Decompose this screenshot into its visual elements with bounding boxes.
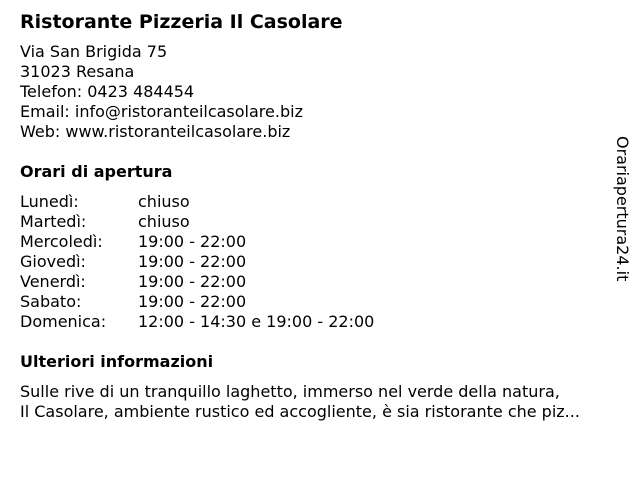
watermark-text: Orariapertura24.it: [613, 136, 632, 282]
hours-row-saturday: [20, 292, 620, 312]
hours-row-monday: [20, 192, 620, 212]
hours-row-tuesday: [20, 212, 620, 232]
hours-heading: Orari di apertura: [20, 162, 173, 181]
info-line: Il Casolare, ambiente rustico ed accogliente, è sia ristorante che piz...: [20, 402, 580, 421]
hours-day: Lunedì:: [20, 192, 79, 211]
hours-time: 19:00 - 22:00: [138, 232, 247, 251]
email-address[interactable]: Email: info@ristoranteilcasolare.biz: [20, 102, 303, 121]
hours-row-friday: [20, 272, 620, 292]
hours-time: 19:00 - 22:00: [138, 252, 247, 271]
hours-time: chiuso: [138, 192, 190, 211]
address-city: 31023 Resana: [20, 62, 135, 81]
hours-time: 12:00 - 14:30 e 19:00 - 22:00: [138, 312, 375, 331]
hours-row-sunday: [20, 312, 620, 332]
hours-day: Venerdì:: [20, 272, 86, 291]
hours-table: [20, 192, 620, 332]
hours-row-thursday: [20, 252, 620, 272]
restaurant-card: [20, 10, 620, 422]
hours-time: 19:00 - 22:00: [138, 272, 247, 291]
hours-day: Giovedì:: [20, 252, 86, 271]
hours-day: Sabato:: [20, 292, 82, 311]
hours-day: Mercoledì:: [20, 232, 103, 251]
phone-number[interactable]: Telefon: 0423 484454: [20, 82, 195, 101]
website-link[interactable]: Web: www.ristoranteilcasolare.biz: [20, 122, 291, 141]
hours-time: chiuso: [138, 212, 190, 231]
info-description: [20, 382, 630, 422]
address-street: Via San Brigida 75: [20, 42, 168, 61]
hours-time: 19:00 - 22:00: [138, 292, 247, 311]
contact-block: [20, 42, 620, 142]
hours-day: Domenica:: [20, 312, 107, 331]
info-line: Sulle rive di un tranquillo laghetto, immerso nel verde della natura,: [20, 382, 560, 401]
restaurant-name: Ristorante Pizzeria Il Casolare: [20, 11, 343, 33]
info-heading: Ulteriori informazioni: [20, 352, 214, 371]
hours-row-wednesday: [20, 232, 620, 252]
hours-day: Martedì:: [20, 212, 87, 231]
